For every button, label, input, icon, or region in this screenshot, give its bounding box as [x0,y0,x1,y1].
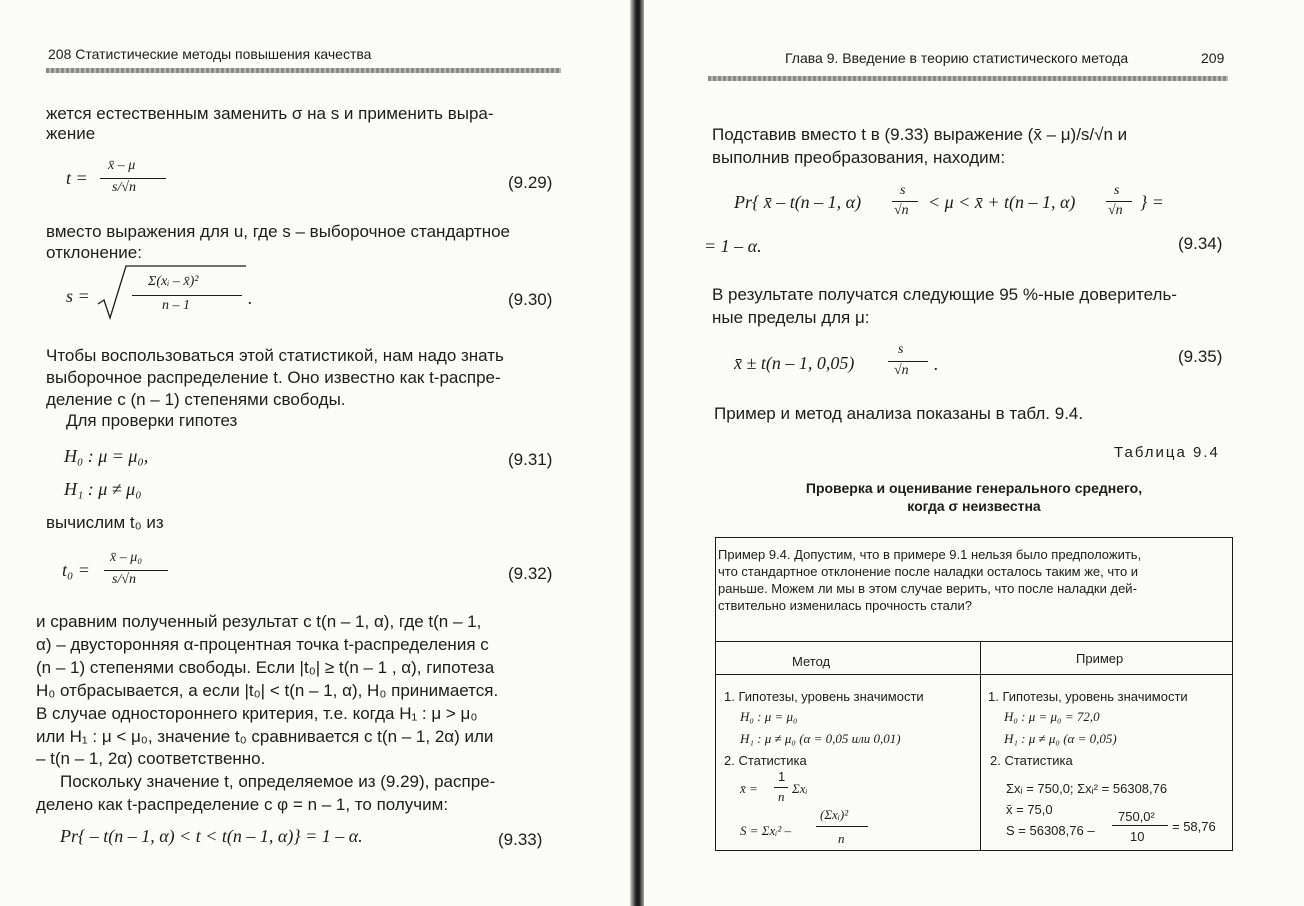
table-caption-2: когда σ неизвестна [907,498,1041,514]
text-line: деление с (n – 1) степенями свободы. [46,390,346,409]
example-col-line: H₀ : μ = μ₀ = 72,0 [1004,709,1100,724]
eq-930-dot: . [248,288,253,308]
text-line: Поскольку значение t, определяемое из (9.29), распре- [60,772,496,791]
method-line: n [838,831,845,846]
fraction-bar [132,295,242,296]
eq-931-h1: H₁ : μ ≠ μ₀ [64,479,142,499]
text-line: и сравним полученный результат с t(n – 1, α), где t(n – 1, [36,612,482,631]
eq-929-den: s/√n [112,180,137,195]
text-line: α) – двусторонняя α-процентная точка t-распределения с [36,635,489,654]
text-line: В результате получатся следующие 95 %-ные доверитель- [712,285,1177,304]
example-col-line: 1. Гипотезы, уровень значимости [988,689,1188,704]
table-label: Таблица 9.4 [1114,444,1220,461]
header-rule [708,76,1228,81]
method-line: S = Σxᵢ² – [740,823,791,838]
fraction-bar [888,361,928,362]
left-page [0,0,632,906]
text-line: выборочное распределение t. Оно известно как t-распре- [46,368,501,387]
text-line: жется естественным заменить σ на s и применить выра- [46,104,494,123]
text-line: H₀ отбрасывается, а если |t₀| < t(n – 1, α), H₀ принимается. [36,681,499,700]
example-table [715,537,1233,851]
eq-932-den: s/√n [112,572,137,587]
eq-935-dot: . [934,354,939,374]
fraction-bar [100,178,166,179]
text-line: или H₁ : μ < μ₀, значение t₀ сравнивается с t(n – 1, 2α) или [36,727,494,746]
example-col-line: x̄ = 75,0 [1006,802,1053,817]
eq-935-den: √n [894,363,909,378]
eq-935-tag: (9.35) [1178,347,1223,366]
eq-934-line2: = 1 – α. [704,236,762,256]
eq-930-lhs: s = [66,286,90,306]
eq-930-tag: (9.30) [508,290,553,309]
fraction-bar [1106,201,1132,202]
method-line: (Σxᵢ)² [820,807,849,822]
text-line: (n – 1) степенями свободы. Если |t₀| ≥ t(n – 1 , α), гипотеза [36,658,495,677]
page-number: 209 [1201,50,1225,66]
method-line: Σxᵢ [792,781,808,796]
table-divider [716,674,1232,675]
left-page-header: 208 Статистические методы повышения качества [48,46,372,62]
text-line: делено как t-распределение с φ = n – 1, то получим: [36,795,449,814]
text-line: – t(n – 1, 2α) соответственно. [36,749,266,768]
text-line: жение [46,124,96,143]
eq-934-tag: (9.34) [1178,234,1223,253]
fraction-bar [816,826,868,827]
eq-934-num1: s [900,183,906,198]
eq-934-part2: < μ < x̄ + t(n – 1, α) [928,192,1076,212]
text-line: Чтобы воспользоваться этой статистикой, нам надо знать [46,346,504,365]
fraction-bar [1112,825,1168,826]
example-text-line: раньше. Можем ли мы в этом случае верить, что после наладки дей- [718,581,1137,596]
method-line: H₁ : μ ≠ μ₀ (α = 0,05 или 0,01) [740,731,901,746]
fraction-bar [104,570,168,571]
example-text-line: Пример 9.4. Допустим, что в примере 9.1 нельзя было предположить, [718,547,1142,562]
example-col-line: H₁ : μ ≠ μ₀ (α = 0,05) [1004,731,1117,746]
method-line: n [778,789,785,804]
eq-932-lhs: t₀ = [62,560,90,580]
text-line: ные пределы для μ: [712,308,870,327]
table-divider [716,641,1232,642]
example-col-line: 750,0² [1118,809,1155,824]
column-header-example: Пример [1076,651,1124,666]
text-line: вычислим t₀ из [46,513,164,532]
example-col-line: 10 [1130,829,1145,844]
eq-930-num: Σ(xᵢ – x̄)² [148,274,199,289]
method-line: x̄ = [740,781,758,796]
fraction-bar [892,201,918,202]
example-text-line: ствительно изменилась прочность стали? [718,598,972,613]
text-line: В случае одностороннего критерия, т.е. когда H₁ : μ > μ₀ [36,704,478,723]
eq-929-num: x̄ – μ [108,158,136,173]
eq-931-tag: (9.31) [508,450,553,469]
right-page-header: Глава 9. Введение в теорию статистического метода [785,50,1129,66]
eq-930-den: n – 1 [162,298,190,313]
method-line: 1 [778,769,786,784]
text-line: отклонение: [46,243,142,262]
eq-932-num: x̄ – μ₀ [110,550,143,565]
header-rule [46,68,561,73]
text-line: выполнив преобразования, находим: [712,148,1006,167]
eq-934-part1: Pr{ x̄ – t(n – 1, α) [734,192,862,212]
example-col-line: 2. Статистика [990,753,1073,768]
right-page [644,0,1304,906]
text-line: Для проверки гипотез [66,411,238,430]
text-line: Подставив вместо t в (9.33) выражение (x̄ – μ)/s/√n и [712,125,1128,144]
eq-932-tag: (9.32) [508,564,553,583]
eq-929-lhs: t = [66,168,88,188]
eq-934-den2: √n [1108,203,1123,218]
example-col-line: = 58,76 [1172,819,1216,834]
method-line: 2. Статистика [724,753,807,768]
example-col-line: Σxᵢ = 750,0; Σxᵢ² = 56308,76 [1006,781,1168,796]
example-col-line: S = 56308,76 – [1006,823,1095,838]
eq-933-tag: (9.33) [498,830,543,849]
eq-934-den1: √n [894,203,909,218]
eq-931-h0: H₀ : μ = μ₀, [64,446,149,466]
method-line: 1. Гипотезы, уровень значимости [724,689,924,704]
example-text-line: что стандартное отклонение после наладки осталось таким же, что и [718,564,1139,579]
column-divider [980,641,981,850]
column-header-method: Метод [792,654,831,669]
eq-935-part1: x̄ ± t(n – 1, 0,05) [734,353,855,373]
method-line: H₀ : μ = μ₀ [740,709,798,724]
table-caption-1: Проверка и оценивание генерального среднего, [805,480,1143,496]
eq-933: Pr{ – t(n – 1, α) < t < t(n – 1, α)} = 1 – α. [60,826,363,846]
eq-934-num2: s [1114,183,1120,198]
text-line: вместо выражения для u, где s – выборочное стандартное [46,222,510,241]
text-line: Пример и метод анализа показаны в табл. 9.4. [714,404,1084,423]
eq-934-part3: } = [1140,192,1164,212]
eq-935-num: s [898,342,904,357]
eq-929-tag: (9.29) [508,173,553,192]
